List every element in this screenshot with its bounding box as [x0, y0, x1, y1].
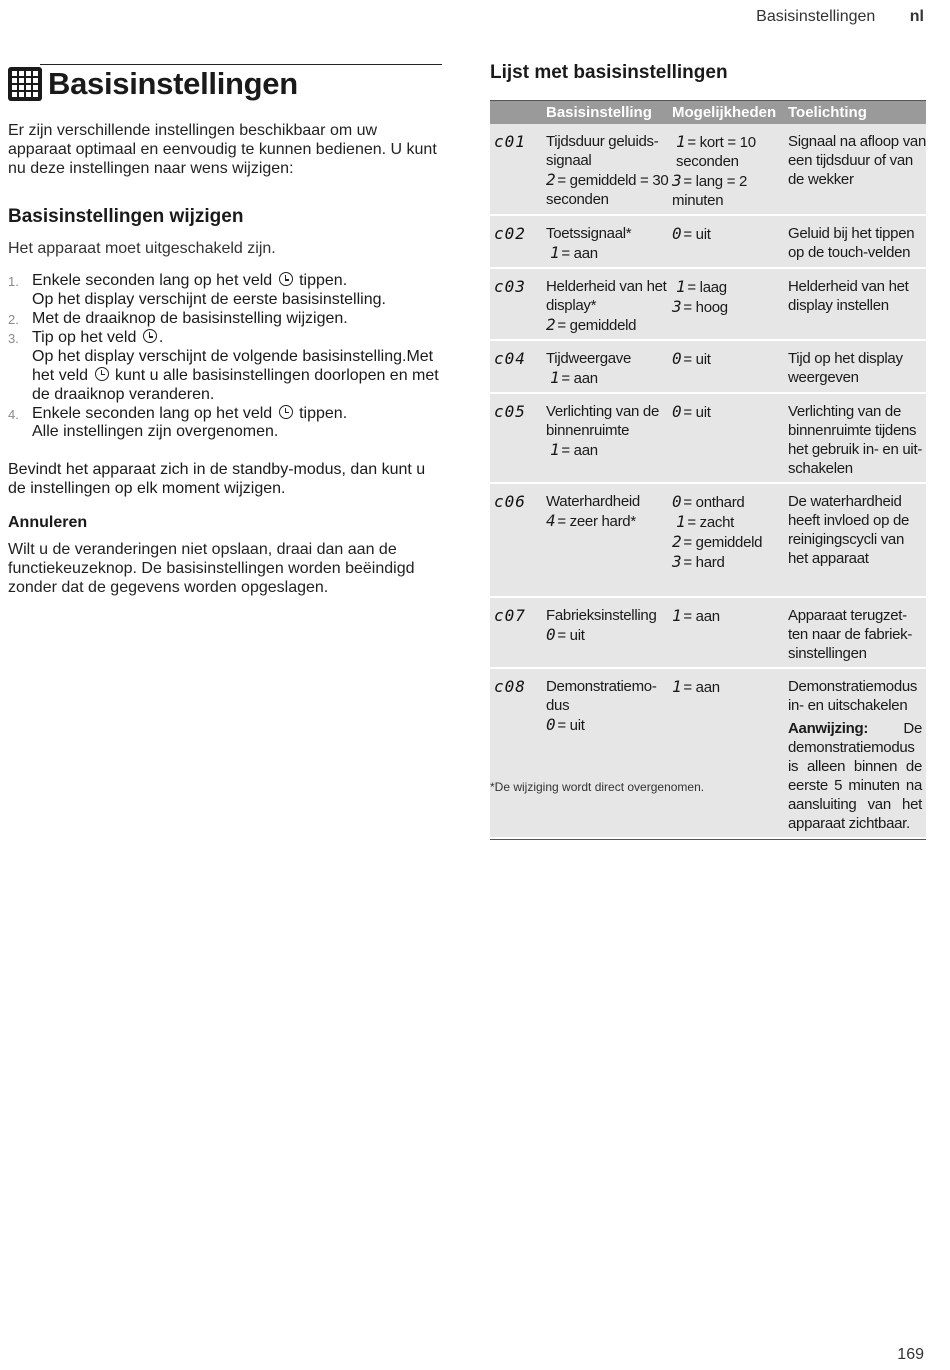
setting-name: Verlichting van de binnenruimte: [546, 403, 660, 439]
step-number: 4.: [8, 406, 19, 422]
option-text: = onthard: [683, 494, 745, 511]
setting-code: c08: [494, 677, 526, 696]
setting-code: c07: [494, 606, 526, 625]
note-label: Aanwijzing:: [788, 720, 869, 737]
table-row: [490, 269, 926, 341]
table-bottom-rule: [490, 839, 926, 840]
column-header: Toelichting: [788, 104, 867, 121]
step-text: Enkele seconden lang op het veld: [32, 272, 273, 289]
running-head: [756, 8, 924, 26]
option-value: 0: [672, 349, 682, 368]
step-text: tippen.: [299, 272, 348, 289]
option-text: = aan: [683, 608, 720, 625]
option-text: = aan: [683, 679, 720, 696]
setting-name: Helderheid van het display*: [546, 278, 667, 314]
setting-note: Geluid bij het tippen op de touch-velden: [788, 225, 915, 261]
option-text: = kort = 10 seconden: [676, 134, 756, 170]
column-header: Mogelijkheden: [672, 104, 777, 121]
setting-name: Tijdweergave: [546, 350, 632, 367]
option-text: = zacht: [687, 514, 735, 531]
option-value: 0: [672, 224, 682, 243]
option-text: = gemiddeld: [683, 534, 763, 551]
default-text: = gemiddeld = 30 seconden: [546, 172, 669, 208]
default-text: = gemiddeld: [557, 317, 637, 334]
footnote: *De wijziging wordt direct overgenomen.: [490, 780, 705, 794]
table-row: [490, 124, 926, 216]
setting-note: De waterhardheid heeft invloed op de reinigingscycli van het apparaat: [788, 493, 910, 567]
settings-grid-icon: [8, 67, 42, 101]
default-text: = aan: [561, 370, 598, 387]
step-4: [8, 405, 442, 443]
step-3: [8, 329, 442, 404]
column-header: Basisinstelling: [546, 104, 652, 121]
setting-code: c05: [494, 402, 526, 421]
setting-note: Signaal na afloop van een tijdsduur of van de wekker: [788, 133, 926, 188]
default-value: 1: [550, 368, 560, 387]
option-text: = hoog: [683, 299, 728, 316]
note-text: De demonstratiemodus is alleen binnen de eerste 5 minuten na aansluiting van het apparaat zichtbaar.: [788, 720, 922, 832]
steps-list: [8, 272, 442, 442]
running-head-section: Basisinstellingen: [756, 8, 876, 25]
option-value: 3: [672, 171, 682, 190]
option-value: 1: [672, 606, 682, 625]
step-number: 1.: [8, 274, 19, 289]
settings-table: [490, 100, 926, 840]
step-result: kunt u alle basisinstellingen doorlopen en met de draaiknop veranderen.: [32, 366, 439, 403]
table-row: [490, 598, 926, 669]
setting-name: Tijdsduur geluids-signaal: [546, 133, 659, 169]
default-value: 1: [550, 243, 560, 262]
setting-code: c01: [494, 132, 526, 151]
title-rule: [40, 64, 442, 65]
table-row: [490, 216, 926, 269]
step-text: Met de draaiknop de basisinstelling wijzigen.: [32, 309, 348, 327]
option-value: 0: [672, 402, 682, 421]
default-value: 2: [546, 170, 556, 189]
clock-icon: [279, 272, 293, 286]
setting-note: Verlichting van de binnenruimte tijdens het gebruik in- en uit-schakelen: [788, 403, 923, 477]
setting-code: c06: [494, 492, 526, 511]
step-text: Tip op het veld: [32, 329, 137, 347]
setting-note: Apparaat terugzet-ten naar de fabriek-sinstellingen: [788, 607, 913, 662]
step-1: [8, 272, 442, 310]
step-text: tippen.: [299, 404, 348, 422]
page-number: 169: [897, 1346, 924, 1363]
setting-note: Helderheid van het display instellen: [788, 278, 909, 314]
page-title-row: [8, 66, 298, 102]
step-2: [8, 310, 442, 330]
change-heading: Basisinstellingen wijzigen: [8, 206, 244, 227]
setting-code: c03: [494, 277, 526, 296]
default-value: 2: [546, 315, 556, 334]
option-value: 1: [672, 677, 682, 696]
clock-icon: [143, 329, 157, 343]
page-title: Basisinstellingen: [48, 66, 298, 101]
setting-note: Demonstratiemodus in- en uitschakelen: [788, 678, 918, 714]
table-row: [490, 484, 926, 598]
option-text: = laag: [687, 279, 727, 296]
option-value: 0: [672, 492, 682, 511]
setting-code: c04: [494, 349, 526, 368]
option-value: 1: [676, 132, 686, 151]
setting-name: Fabrieksinstelling: [546, 607, 657, 624]
clock-icon: [279, 405, 293, 419]
standby-note: Bevindt het apparaat zich in de standby-modus, dan kunt u de instellingen op elk moment wijzigen.: [8, 461, 426, 497]
option-value: 1: [676, 512, 686, 531]
option-value: 1: [676, 277, 686, 296]
default-value: 4: [546, 511, 556, 530]
step-number: 2.: [8, 311, 19, 327]
setting-name: Toetssignaal*: [546, 225, 632, 242]
precondition-text: Het apparaat moet uitgeschakeld zijn.: [8, 240, 276, 257]
option-value: 3: [672, 297, 682, 316]
running-head-language: nl: [909, 8, 924, 25]
default-text: = zeer hard*: [557, 513, 636, 530]
table-row: [490, 394, 926, 484]
intro-paragraph: Er zijn verschillende instellingen beschikbaar om uw apparaat optimaal en eenvoudig te kunnen bedienen. U kunt nu deze instellingen naar wens wijzigen:: [8, 122, 437, 177]
default-value: 0: [546, 625, 556, 644]
option-text: = lang = 2 minuten: [672, 173, 748, 209]
default-text: = uit: [557, 627, 585, 644]
default-text: = uit: [557, 717, 585, 734]
step-result: Op het display verschijnt de volgende basisinstelling.Met het veld: [32, 348, 434, 384]
default-value: 1: [550, 440, 560, 459]
step-result: Op het display verschijnt de eerste basisinstelling.: [32, 290, 386, 308]
default-value: 0: [546, 715, 556, 734]
setting-note: Tijd op het display weergeven: [788, 350, 903, 386]
default-text: = aan: [561, 442, 598, 459]
clock-icon: [95, 367, 109, 381]
step-text: .: [158, 329, 164, 347]
option-text: = uit: [683, 226, 711, 243]
table-row: [490, 669, 926, 839]
default-text: = aan: [561, 245, 598, 262]
cancel-text: Wilt u de veranderingen niet opslaan, draai dan aan de functiekeuzeknop. De basisinstellingen worden beëindigd zonder dat de gegevens worden opgeslagen.: [8, 541, 415, 596]
step-number: 3.: [8, 331, 19, 347]
cancel-heading: Annuleren: [8, 514, 88, 531]
setting-name: Demonstratiemo-dus: [546, 678, 657, 714]
option-value: 2: [672, 532, 682, 551]
option-text: = uit: [683, 351, 711, 368]
setting-code: c02: [494, 224, 526, 243]
step-text: Enkele seconden lang op het veld: [32, 404, 273, 422]
step-result: Alle instellingen zijn overgenomen.: [32, 423, 279, 441]
table-header: [490, 100, 926, 124]
table-row: [490, 341, 926, 394]
option-value: 3: [672, 552, 682, 571]
option-text: = hard: [683, 554, 725, 571]
option-text: = uit: [683, 404, 711, 421]
list-heading: Lijst met basisinstellingen: [490, 62, 728, 83]
setting-name: Waterhardheid: [546, 493, 640, 510]
